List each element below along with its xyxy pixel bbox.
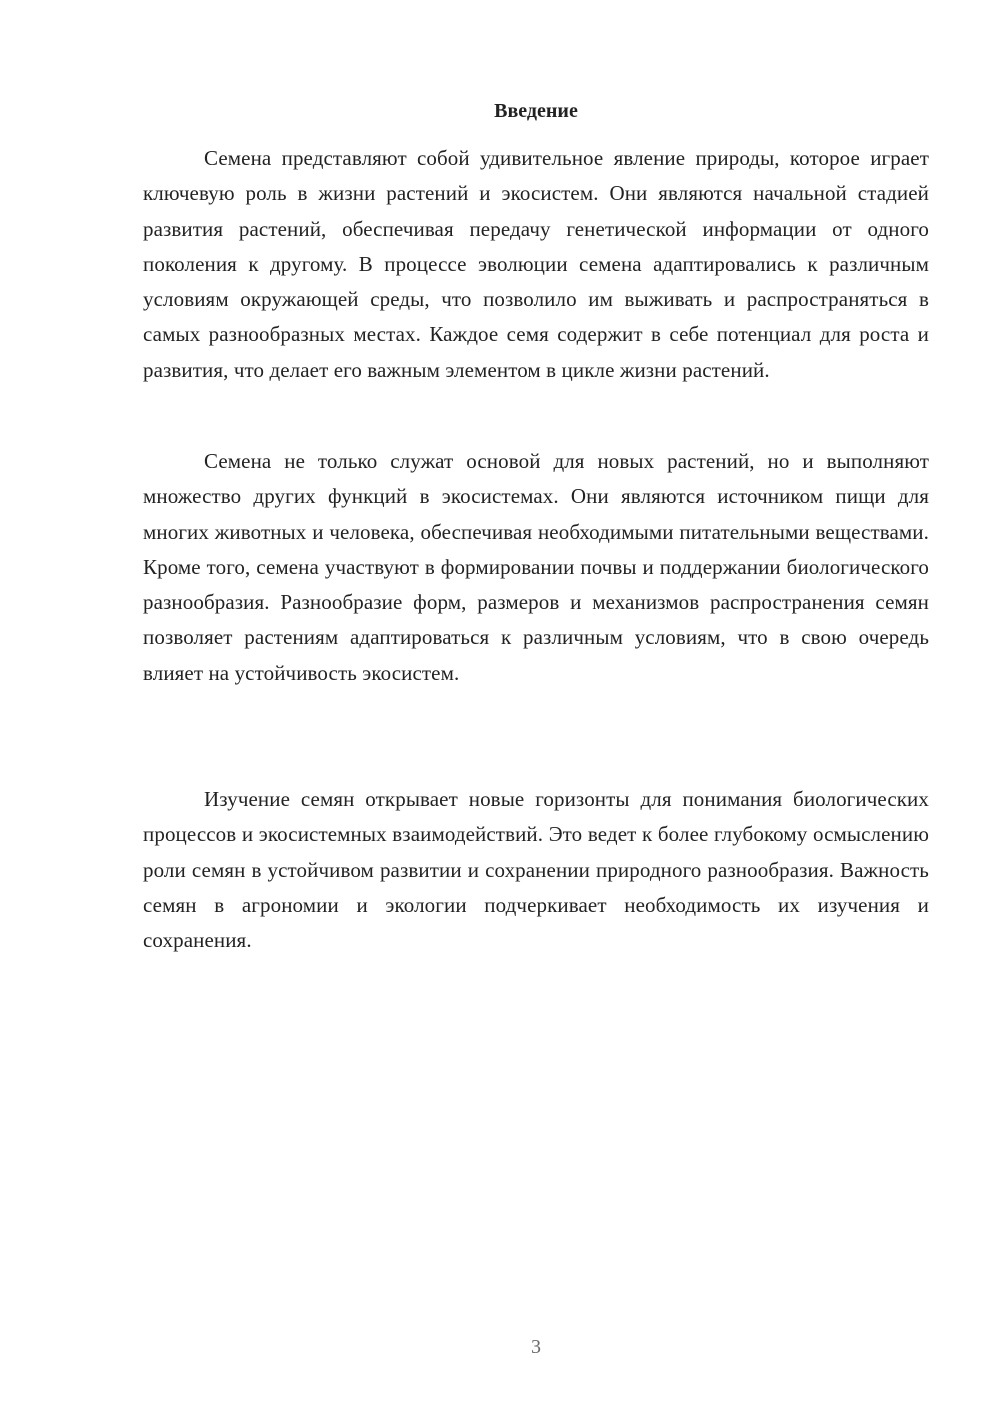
paragraph-1: Семена представляют собой удивительное явление природы, которое играет ключевую роль в жизни растений и экосистем. Они являются начальной стадией развития растений, обеспечивая передачу генетической информации от одного поколения к другому. В процессе эволюции семена адаптировались к различным условиям окружающей среды, что позволило им выживать и распространяться в самых разнообразных местах. Каждое семя содержит в себе потенциал для роста и развития, что делает его важным элементом в цикле жизни растений. [143, 146, 929, 382]
paragraph-2: Семена не только служат основой для новых растений, но и выполняют множество других функций в экосистемах. Они являются источником пищи для многих животных и человека, обеспечивая необходимыми питательными веществами. Кроме того, семена участвуют в формировании почвы и поддержании биологического разнообразия. Разнообразие форм, размеров и механизмов распространения семян позволяет растениям адаптироваться к различным условиям, что в свою очередь влияет на устойчивость экосистем. [143, 449, 929, 685]
section-title: Введение [494, 100, 578, 122]
paragraph-3: Изучение семян открывает новые горизонты для понимания биологических процессов и экосистемных взаимодействий. Это ведет к более глубокому осмыслению роли семян в устойчивом развитии и сохранении природного разнообразия. Важность семян в агрономии и экологии подчеркивает необходимость их изучения и сохранения. [143, 787, 929, 953]
page-number: 3 [531, 1336, 541, 1358]
